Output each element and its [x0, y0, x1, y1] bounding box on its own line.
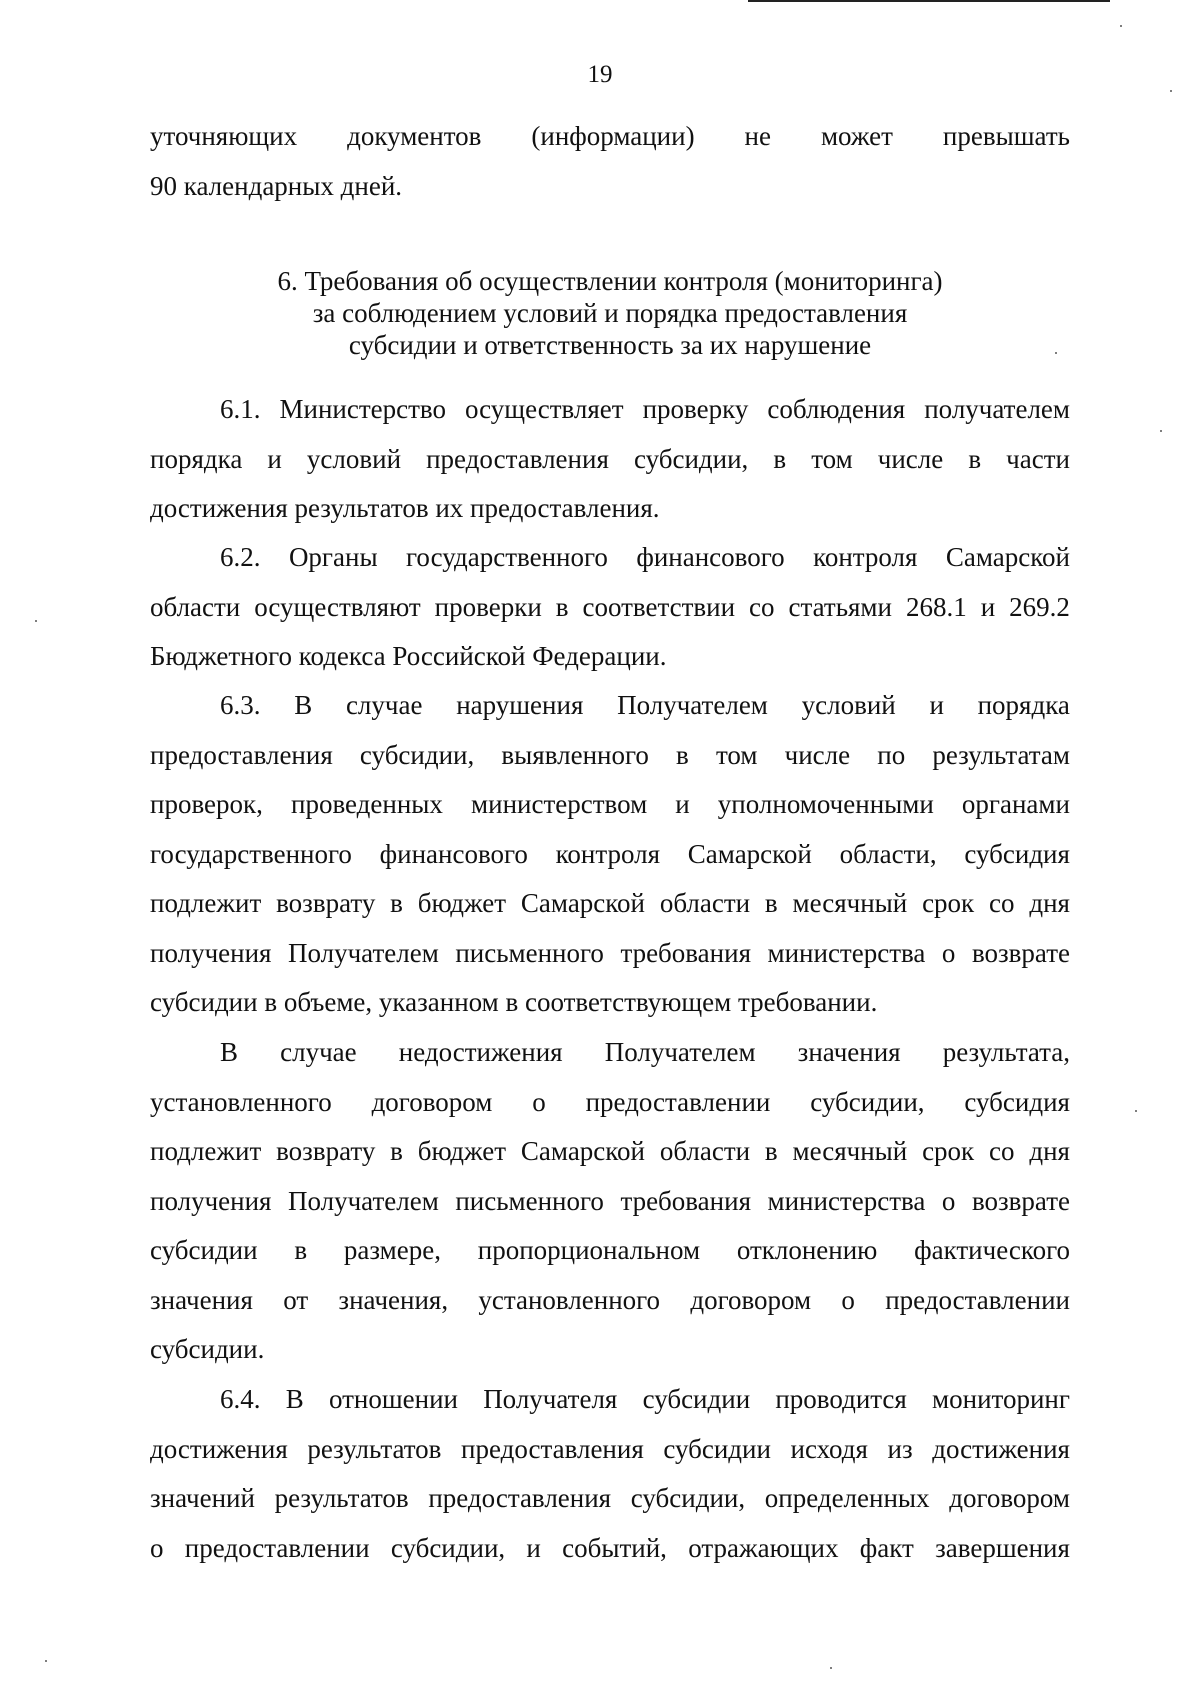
- paragraph-6-4: [150, 1375, 1070, 1573]
- word: государственного: [406, 542, 608, 572]
- word: контроля: [813, 542, 918, 572]
- word: договором: [949, 1483, 1070, 1513]
- word: размере,: [343, 1235, 441, 1265]
- scan-speck: [1160, 430, 1162, 432]
- word: от: [283, 1284, 309, 1315]
- text-line: [150, 1474, 1070, 1524]
- scan-speck: [45, 1660, 47, 1662]
- word: 6.2.: [220, 542, 261, 572]
- word: проверок,: [150, 789, 263, 819]
- word: числе: [877, 443, 944, 474]
- word: предоставлении: [184, 1532, 370, 1563]
- word: результата,: [942, 1037, 1070, 1067]
- word: государственного: [150, 838, 352, 869]
- word: превышать: [942, 121, 1070, 151]
- word: возврате: [971, 937, 1070, 968]
- word: Получателем: [287, 937, 439, 968]
- word: субсидия: [964, 1086, 1070, 1117]
- word: области: [659, 888, 751, 918]
- word: В: [294, 690, 313, 720]
- word: Самарской: [520, 888, 645, 918]
- word: подлежит: [150, 888, 262, 918]
- word: министерства: [767, 1185, 926, 1216]
- scan-edge-line: [748, 0, 1110, 2]
- word: Получателем: [287, 1185, 439, 1216]
- word: о: [841, 1284, 855, 1315]
- word: 268.1: [905, 591, 967, 622]
- scan-speck: [1135, 1110, 1137, 1112]
- word: Самарской: [520, 1136, 645, 1166]
- word: значения: [150, 1284, 253, 1315]
- text-line: [150, 681, 1070, 731]
- word: может: [820, 121, 893, 151]
- word: из: [887, 1433, 913, 1464]
- word: в: [390, 888, 403, 918]
- word: осуществляют: [254, 591, 421, 622]
- word: результатов: [274, 1483, 409, 1513]
- word: порядка: [150, 443, 243, 474]
- word: Получателя: [483, 1384, 618, 1414]
- word: проверку: [642, 394, 749, 424]
- word: и: [267, 443, 282, 474]
- text-line: [150, 1425, 1070, 1475]
- text-line: [150, 1226, 1070, 1276]
- text-line: [150, 1078, 1070, 1128]
- word: дня: [1029, 1136, 1070, 1166]
- word: в: [390, 1136, 403, 1166]
- word: субсидии: [642, 1384, 751, 1414]
- text-line: 90 календарных дней.: [150, 170, 403, 201]
- word: 6.1.: [220, 394, 261, 424]
- text-line: [150, 1276, 1070, 1326]
- word: значения: [797, 1037, 901, 1067]
- word: предоставления: [426, 443, 609, 474]
- word: предоставлении: [585, 1086, 771, 1117]
- word: уполномоченными: [717, 789, 934, 819]
- text-line: [150, 1375, 1070, 1425]
- text-line: субсидии в объеме, указанном в соответствующем требовании.: [150, 987, 878, 1017]
- word: случае: [280, 1037, 357, 1067]
- word: области: [659, 1136, 751, 1166]
- word: и: [526, 1532, 541, 1563]
- word: значения,: [338, 1284, 449, 1315]
- word: области,: [839, 838, 937, 869]
- intro-paragraph: [150, 112, 1070, 211]
- word: со: [989, 1136, 1015, 1166]
- word: договором: [371, 1086, 493, 1117]
- word: субсидии,: [633, 443, 749, 474]
- word: отражающих: [688, 1532, 839, 1563]
- word: субсидии,: [359, 739, 475, 770]
- text-line: [150, 1028, 1070, 1078]
- word: о: [941, 937, 956, 968]
- text-line: [150, 583, 1070, 633]
- word: части: [1006, 443, 1070, 474]
- word: нарушения: [456, 690, 584, 720]
- word: субсидии: [150, 1235, 258, 1265]
- word: установленного: [150, 1086, 332, 1117]
- word: в: [968, 443, 982, 474]
- word: контроля: [555, 838, 661, 869]
- word: срок: [922, 888, 975, 918]
- word: возврату: [276, 1136, 376, 1166]
- word: и: [675, 789, 690, 819]
- word: в: [294, 1235, 308, 1265]
- word: в: [764, 888, 778, 918]
- word: и: [980, 591, 996, 622]
- word: субсидии,: [390, 1532, 506, 1563]
- text-line: достижения результатов их предоставления.: [150, 493, 660, 523]
- word: требования: [620, 1185, 751, 1216]
- word: порядка: [977, 690, 1070, 720]
- word: в: [555, 591, 569, 622]
- scan-speck: [35, 620, 37, 622]
- word: письменного: [455, 1185, 604, 1216]
- word: министерством: [471, 789, 648, 819]
- word: результатам: [932, 739, 1070, 770]
- word: значений: [150, 1483, 255, 1513]
- word: со: [989, 888, 1015, 918]
- scan-speck: [1120, 25, 1122, 27]
- word: бюджет: [417, 1136, 507, 1166]
- scan-speck: [830, 1667, 832, 1669]
- word: субсидии,: [630, 1483, 746, 1513]
- word: субсидия: [964, 838, 1070, 869]
- word: о: [532, 1086, 546, 1117]
- word: завершения: [935, 1532, 1070, 1563]
- word: подлежит: [150, 1136, 262, 1166]
- word: статьями: [788, 591, 892, 622]
- word: числе: [784, 739, 851, 770]
- word: Получателем: [617, 690, 768, 720]
- word: пропорциональном: [477, 1235, 701, 1265]
- word: органами: [961, 789, 1070, 819]
- word: министерства: [767, 937, 926, 968]
- word: получателем: [924, 394, 1070, 424]
- word: предоставлении: [885, 1284, 1070, 1315]
- scan-speck: [1055, 352, 1057, 354]
- word: возврате: [971, 1185, 1070, 1216]
- text-line: Бюджетного кодекса Российской Федерации.: [150, 641, 667, 671]
- paragraph-6-2: [150, 533, 1070, 682]
- word: соблюдения: [767, 394, 906, 424]
- word: событий,: [562, 1532, 667, 1563]
- word: случае: [345, 690, 423, 720]
- word: том: [811, 443, 853, 474]
- section-heading: [150, 265, 1070, 361]
- word: о: [150, 1532, 164, 1563]
- word: Получателем: [604, 1037, 756, 1067]
- word: субсидии,: [810, 1086, 925, 1117]
- word: исходя: [790, 1433, 868, 1464]
- word: документов: [347, 121, 482, 151]
- word: результатов: [307, 1433, 442, 1464]
- word: установленного: [478, 1284, 661, 1315]
- paragraph-6-3: [150, 681, 1070, 1028]
- heading-line: субсидии и ответственность за их нарушение: [348, 330, 872, 360]
- word: проведенных: [291, 789, 443, 819]
- word: предоставления: [461, 1433, 644, 1464]
- heading-line: 6. Требования об осуществлении контроля (мониторинга): [277, 266, 943, 296]
- word: получения: [150, 1185, 272, 1216]
- heading-line: за соблюдением условий и порядка предоставления: [312, 298, 908, 328]
- word: в: [676, 739, 689, 770]
- word: возврату: [276, 888, 376, 918]
- word: уточняющих: [150, 121, 298, 151]
- word: в: [764, 1136, 778, 1166]
- page-number: 19: [587, 61, 613, 88]
- word: фактического: [914, 1235, 1070, 1265]
- text-line: [150, 780, 1070, 830]
- word: проверки: [434, 591, 542, 622]
- text-line: [150, 385, 1070, 435]
- word: письменного: [455, 937, 604, 968]
- paragraph-6-1: [150, 385, 1070, 534]
- word: определенных: [764, 1483, 930, 1513]
- word: Министерство: [279, 394, 446, 424]
- word: финансового: [379, 838, 528, 869]
- word: и: [929, 690, 944, 720]
- word: условий: [801, 690, 896, 720]
- paragraph-6-3-continued: [150, 1028, 1070, 1375]
- word: 6.3.: [220, 690, 261, 720]
- word: субсидии: [663, 1433, 771, 1464]
- word: 269.2: [1009, 591, 1070, 622]
- text-line: [150, 929, 1070, 979]
- word: выявленного: [501, 739, 649, 770]
- word: В: [220, 1037, 239, 1067]
- word: срок: [922, 1136, 975, 1166]
- word: факт: [859, 1532, 914, 1563]
- word: соответствии: [582, 591, 736, 622]
- word: 6.4.: [220, 1384, 261, 1414]
- text-line: [150, 1524, 1070, 1574]
- word: договором: [690, 1284, 812, 1315]
- word: месячный: [792, 1136, 908, 1166]
- word: предоставления: [150, 739, 333, 770]
- word: Самарской: [687, 838, 812, 869]
- word: требования: [620, 937, 751, 968]
- word: Органы: [288, 542, 378, 572]
- word: том: [715, 739, 758, 770]
- word: предоставления: [428, 1483, 612, 1513]
- word: В: [285, 1384, 304, 1414]
- word: мониторинг: [932, 1384, 1070, 1414]
- word: отношении: [328, 1384, 458, 1414]
- word: о: [941, 1185, 956, 1216]
- word: бюджет: [417, 888, 507, 918]
- word: недостижения: [398, 1037, 563, 1067]
- word: области: [150, 591, 241, 622]
- text-line: [150, 731, 1070, 781]
- text-line: [150, 435, 1070, 485]
- scan-speck: [1170, 90, 1172, 92]
- word: в: [773, 443, 787, 474]
- word: достижения: [932, 1433, 1070, 1464]
- word: достижения: [150, 1433, 288, 1464]
- word: отклонению: [736, 1235, 878, 1265]
- word: месячный: [792, 888, 908, 918]
- text-line: субсидии.: [150, 1334, 265, 1364]
- text-line: [150, 112, 1070, 162]
- text-line: [150, 830, 1070, 880]
- word: Самарской: [945, 542, 1070, 572]
- word: финансового: [636, 542, 785, 572]
- word: получения: [150, 937, 272, 968]
- text-line: [150, 1177, 1070, 1227]
- word: (информации): [531, 121, 695, 151]
- word: со: [749, 591, 775, 622]
- word: не: [744, 121, 771, 151]
- word: дня: [1029, 888, 1070, 918]
- text-line: [150, 879, 1070, 929]
- word: проводится: [775, 1384, 907, 1414]
- word: по: [877, 739, 906, 770]
- word: осуществляет: [464, 394, 624, 424]
- text-line: [150, 1127, 1070, 1177]
- word: условий: [306, 443, 402, 474]
- text-line: [150, 533, 1070, 583]
